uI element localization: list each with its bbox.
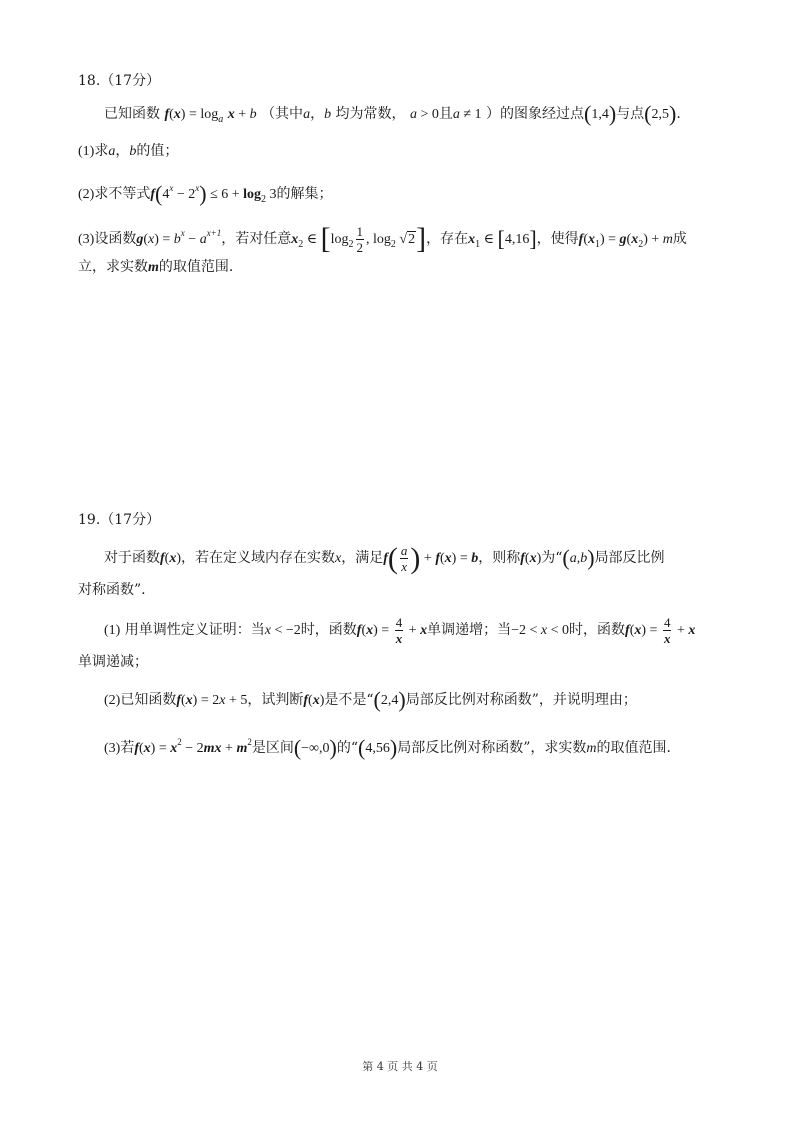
q18-stem: 已知函数 $f(x) = \log_a x + b$ （其中a，b 均为常数， a > 0且a ≠ 1 ）的图象经过点(1,4)与点(2,5). (104, 101, 681, 126)
q19-definition: 对于函数f(x)，若在定义域内存在实数x，满足f( $\frac{a}{x}$ ) + f(x) = b，则称f(x)为“(a,b)局部反比例 (104, 542, 665, 575)
q18-part3-cont: 立，求实数m的取值范围. (78, 259, 234, 275)
q19-part3: (3)若$f(x) = x^2 - 2mx + m^2$是区间(−∞,0)的“(4,56)局部反比例对称函数”，求实数m的取值范围. (104, 735, 671, 760)
q18-part1: (1)求a，b的值； (78, 143, 179, 159)
q19-part1-cont: 单调递减； (78, 654, 148, 670)
q19-definition-cont: 对称函数”. (78, 582, 146, 598)
q18-part2: (2)求不等式$f(4^x - 2^x) \le 6 + \log_2 3$的解集； (78, 181, 333, 206)
q18-header: 18.（17分） (78, 73, 161, 89)
q18-part3: (3)设函数$g(x) = b^x - a^{x+1}$，若对任意$x_2$ ∈ [$\log_2$ $\frac{1}{2}$ , $\log_2 √2$]，存在$x_1$ ∈ [4,16]，使得$f(x_1) = g(x_2) + m$成 (78, 222, 687, 255)
q19-header: 19.（17分） (78, 512, 161, 528)
q19-part2: (2)已知函数f(x) = 2x + 5，试判断f(x)是不是“(2,4)局部反比例对称函数”，并说明理由； (104, 687, 637, 712)
q19-part1: (1) 用单调性定义证明：当x < −2时，函数f(x) = $\frac{4}{x}$ + x单调递增；当−2 < x < 0时，函数f(x) = $\frac{4}{x}$ + x (104, 614, 696, 646)
page-footer: 第 4 页 共 4 页 (362, 1060, 438, 1073)
